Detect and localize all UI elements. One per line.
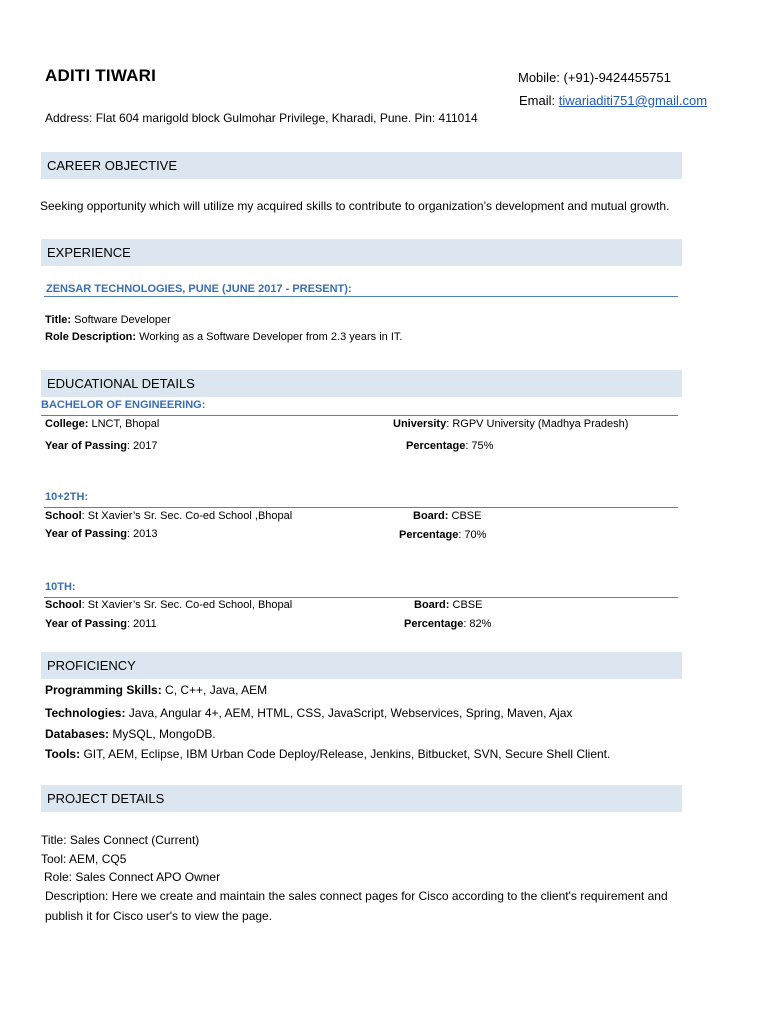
board-label: Board: <box>413 510 449 522</box>
programming-skills-line <box>45 683 267 697</box>
divider <box>41 415 678 416</box>
percentage-line-10th <box>404 618 491 630</box>
mobile-line <box>518 70 671 85</box>
job-title-line <box>45 314 171 326</box>
year-value: : 2017 <box>126 440 158 452</box>
databases-line <box>45 727 216 741</box>
divider <box>44 507 678 508</box>
degree-heading-12th: 10+2TH: <box>45 491 89 503</box>
email-line <box>519 93 707 108</box>
board-value: CBSE <box>449 599 483 611</box>
be-percentage-line <box>406 440 493 452</box>
technologies: Java, Angular 4+, AEM, HTML, CSS, JavaScript, Webservices, Spring, Maven, Ajax <box>125 706 573 720</box>
school-label: School <box>45 510 82 522</box>
school-value: : St Xavier’s Sr. Sec. Co-ed School, Bhopal <box>81 599 293 611</box>
percentage-line-12th <box>399 529 486 541</box>
project-description-line-1: Description: Here we create and maintain the sales connect pages for Cisco according to the client's requirement and <box>45 889 668 903</box>
technologies-line <box>45 706 572 720</box>
school-label: School <box>45 599 82 611</box>
job-title-label: Title: <box>45 314 72 326</box>
board-line-12th <box>413 510 481 522</box>
year-label: Year of Passing <box>45 440 127 452</box>
section-heading-career: CAREER OBJECTIVE <box>41 152 682 179</box>
role-description: Working as a Software Developer from 2.3 years in IT. <box>136 331 403 343</box>
divider <box>44 296 678 297</box>
year-label: Year of Passing <box>45 618 127 630</box>
college-label: College: <box>45 418 89 430</box>
section-heading-proficiency: PROFICIENCY <box>41 652 682 679</box>
role-description-label: Role Description: <box>45 331 137 343</box>
percentage-value: : 75% <box>465 440 494 452</box>
project-tool: Tool: AEM, CQ5 <box>41 852 127 866</box>
project-title: Title: Sales Connect (Current) <box>41 833 200 847</box>
year-value: : 2013 <box>126 528 158 540</box>
percentage-value: : 70% <box>458 529 487 541</box>
school-value: : St Xavier’s Sr. Sec. Co-ed School ,Bhopal <box>81 510 293 522</box>
programming-skills-label: Programming Skills: <box>45 683 162 697</box>
mobile-number: (+91)-9424455751 <box>563 70 671 85</box>
tools: GIT, AEM, Eclipse, IBM Urban Code Deploy/Release, Jenkins, Bitbucket, SVN, Secure Shell Client. <box>80 747 611 761</box>
school-line-12th <box>45 510 292 522</box>
programming-skills: C, C++, Java, AEM <box>161 683 268 697</box>
section-heading-education: EDUCATIONAL DETAILS <box>41 370 682 397</box>
mobile-label: Mobile: <box>518 70 564 85</box>
divider <box>44 597 678 598</box>
tools-label: Tools: <box>45 747 81 761</box>
year-line-10th <box>45 618 157 630</box>
school-line-10th <box>45 599 292 611</box>
percentage-label: Percentage <box>399 529 459 541</box>
university-value: : RGPV University (Madhya Pradesh) <box>446 418 629 430</box>
address-text: Flat 604 marigold block Gulmohar Privilege, Kharadi, Pune. Pin: 411014 <box>95 111 478 125</box>
project-role: Role: Sales Connect APO Owner <box>44 870 221 884</box>
percentage-label: Percentage <box>404 618 464 630</box>
tools-line <box>45 747 610 761</box>
career-objective-text: Seeking opportunity which will utilize my acquired skills to contribute to organization’s development and mutual growth. <box>40 199 670 213</box>
technologies-label: Technologies: <box>45 706 126 720</box>
percentage-value: : 82% <box>463 618 492 630</box>
databases-label: Databases: <box>45 727 110 741</box>
candidate-name: ADITI TIWARI <box>45 66 156 85</box>
year-label: Year of Passing <box>45 528 127 540</box>
company-heading: ZENSAR TECHNOLOGIES, PUNE (JUNE 2017 - PRESENT): <box>46 283 352 295</box>
university-line <box>393 418 628 430</box>
role-description-line <box>45 331 402 343</box>
section-heading-projects: PROJECT DETAILS <box>41 785 682 812</box>
board-label: Board: <box>414 599 450 611</box>
degree-heading-be: BACHELOR OF ENGINEERING: <box>41 399 206 411</box>
job-title: Software Developer <box>71 314 171 326</box>
email-link[interactable]: tiwariaditi751@gmail.com <box>558 93 708 108</box>
email-label: Email: <box>519 93 559 108</box>
university-label: University <box>393 418 447 430</box>
project-description-line-2: publish it for Cisco user's to view the page. <box>45 909 273 923</box>
board-value: CBSE <box>448 510 482 522</box>
college-value: LNCT, Bhopal <box>88 418 160 430</box>
percentage-label: Percentage <box>406 440 466 452</box>
year-line-12th <box>45 528 158 540</box>
address-label: Address: <box>45 111 96 125</box>
year-value: : 2011 <box>126 618 157 630</box>
board-line-10th <box>414 599 482 611</box>
degree-heading-10th: 10TH: <box>45 581 76 593</box>
be-year-line <box>45 440 158 452</box>
databases: MySQL, MongoDB. <box>109 727 216 741</box>
section-heading-experience: EXPERIENCE <box>41 239 682 266</box>
college-line <box>45 418 159 430</box>
address-line <box>45 111 478 125</box>
